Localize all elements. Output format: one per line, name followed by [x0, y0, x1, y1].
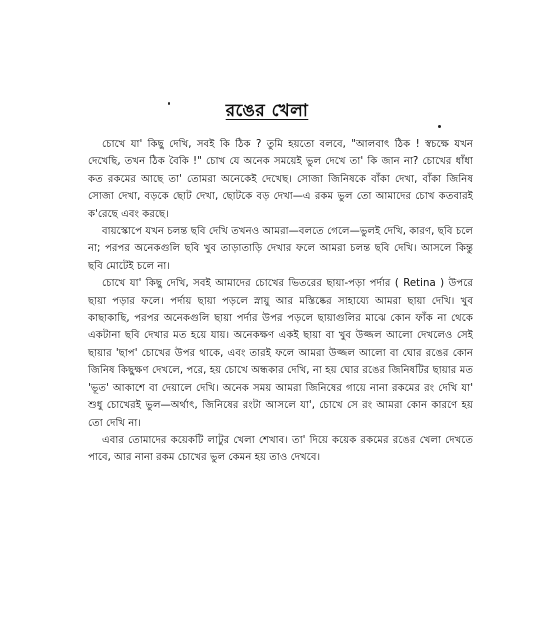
page-title: রঙের খেলা	[225, 101, 309, 121]
paragraph: চোখে যা' কিছু দেখি, সবই আমাদের চোখের ভিতরের ছায়া-পড়া পর্দার ( Retina ) উপরে ছায়া পড়ার ফলে। পর্দায় ছায়া পড়লে স্নায়ু আর মস্তিষ্কের সাহায্যে আমরা ছায়া দেখি। খুব কাছাকাছি, পরপর অনেকগুলি ছায়া পর্দার উপর পড়লে ছায়াগুলির মাঝে কোন ফাঁক না থেকে একটানা ছবি দেখার মত হয়ে যায়। অনেকক্ষণ একই ছায়া বা খুব উজ্জল আলো দেখলেও সেই ছায়ার 'ছাপ' চোখের উপর থাকে, এবং তারই ফলে আমরা উজ্জল আলো বা ঘোর রঙের কোন জিনিষ কিছুক্ষণ দেখলে, পরে, হয় চোখে অন্ধকার দেখি, না হয় ঘোর রঙের জিনিষটির ছায়ার মত 'ভূত' আকাশে বা দেয়ালে দেখি। অনেক সময় আমরা জিনিষের গায়ে নানা রকমের রং দেখি যা' শুধু চোখেরই ভুল—অর্থাৎ, জিনিষের রংটা আসলে যা', চোখে সে রং আমরা কোন কারণে হয় তো দেখি না।	[88, 278, 473, 429]
article-body	[88, 136, 473, 467]
paragraph: চোখে যা' কিছু দেখি, সবই কি ঠিক ? তুমি হয়তো বলবে, "আলবাৎ ঠিক ! স্বচক্ষে যখন দেখেছি, তখন ঠিক বৈকি !" চোখ যে অনেক সময়েই ভুল দেখে তা' কি জান না? চোখের ধাঁধা কত রকমের আছে তা' তোমরা অনেকেই দেখেছ। সোজা জিনিষকে বাঁকা দেখা, বাঁকা জিনিষ সোজা দেখা, বড়কে ছোট দেখা, ছোটকে বড় দেখা—এ রকম ভুল তো আমাদের চোখ কতবারই ক'রেছে এবং করছে।	[88, 139, 473, 220]
paragraph: এবার তোমাদের কয়েকটি লাটুর খেলা শেখাব। তা' দিয়ে কয়েক রকমের রঙের খেলা দেখতে পাবে, আর নানা রকম চোখের ভুল কেমন হয় তাও দেখবে।	[88, 434, 473, 464]
paragraph: বায়স্কোপে যখন চলন্ত ছবি দেখি তখনও আমরা—বলতে গেলে—ভুলই দেখি, কারণ, ছবি চলে না; পরপর অনেকগুলি ছবি খুব তাড়াতাড়ি দেখার ফলে আমরা চলন্ত ছবি দেখি। আসলে কিন্তু ছবি মোটেই চলে না।	[88, 226, 473, 272]
